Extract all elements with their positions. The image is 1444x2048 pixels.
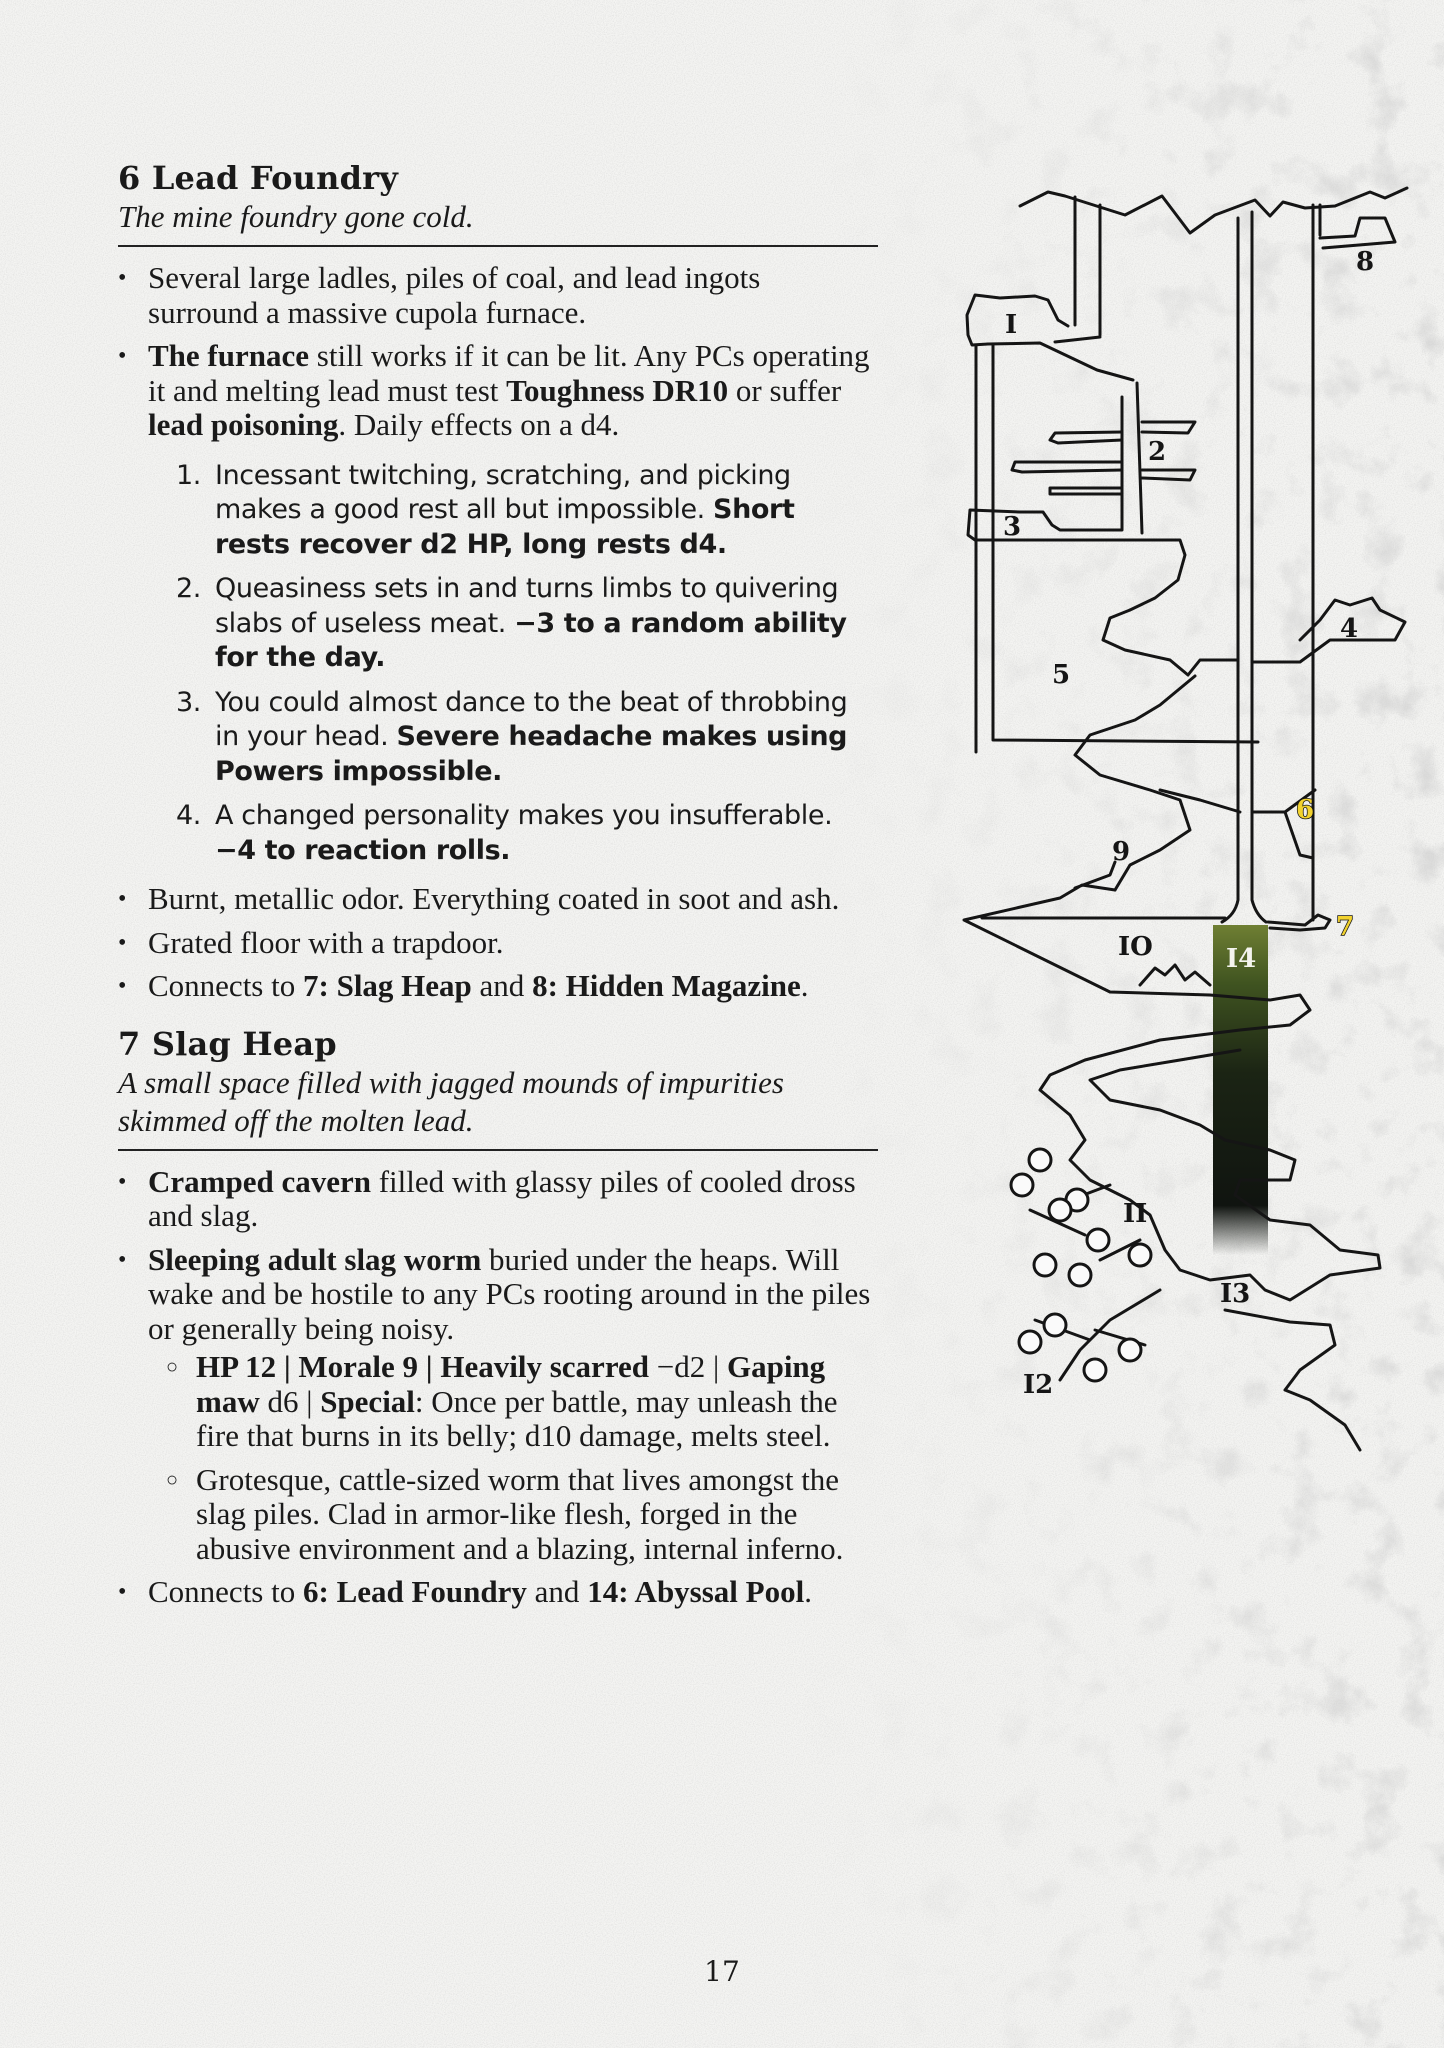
text-run: Burnt, metallic odor. Everything coated in soot and ash. [148, 881, 840, 916]
map-label-11: II [1123, 1199, 1148, 1229]
bold-text: The furnace [148, 338, 310, 373]
map-pod [1029, 1149, 1051, 1171]
map-label-14: I4 [1226, 944, 1257, 974]
map-pod [1087, 1229, 1109, 1251]
room-6-lead-foundry [118, 158, 878, 1004]
room-7-slag-heap [118, 1024, 878, 1610]
map-central-shaft [1222, 212, 1266, 922]
text-run: still works if it can be lit. Any PCs operating it and melting lead must test [148, 338, 870, 408]
d4-effect-mechanic: Severe headache makes using Powers impossible. [215, 721, 848, 787]
bullet-item [118, 339, 878, 443]
d4-roll-number: 3. [176, 686, 201, 718]
room-number: 7 [118, 1024, 141, 1063]
bullet-item [118, 261, 878, 330]
text-run: . [804, 1574, 812, 1609]
section-divider [118, 245, 878, 247]
text-run: . Daily effects on a d4. [338, 407, 620, 442]
text-run: Connects to [148, 968, 303, 1003]
map-label-4: 4 [1340, 614, 1359, 644]
text-run: Connects to [148, 1574, 303, 1609]
room-7-heading [118, 1024, 878, 1064]
sub-bullet-item [166, 1350, 878, 1454]
d4-roll-number: 4. [176, 800, 201, 831]
section-divider [118, 1149, 878, 1151]
map-pod [1129, 1244, 1151, 1266]
room-6-subtitle: The mine foundry gone cold. [118, 199, 474, 234]
text-run: −d2 | [649, 1349, 727, 1384]
map-room-2-branches [1012, 422, 1195, 494]
map-room-9 [964, 862, 1225, 995]
map-pod [1084, 1359, 1106, 1381]
map-label-7-highlighted: 7 [1336, 912, 1355, 942]
bullet-item [118, 1575, 878, 1610]
map-label-13: I3 [1220, 1279, 1251, 1309]
d4-effect-text: Queasiness sets in and turns limbs to quivering slabs of useless meat. [215, 573, 839, 639]
map-pod [1019, 1331, 1041, 1353]
map-label-6-highlighted: 6 [1296, 795, 1315, 825]
map-pod [1034, 1254, 1056, 1276]
text-run: and [471, 968, 533, 1003]
text-run: filled with glassy piles of cooled dross and slag. [148, 1163, 856, 1233]
bold-text: 14: Abyssal Pool [587, 1574, 805, 1609]
d4-roll-number: 1. [176, 459, 201, 491]
text-run: and [526, 1574, 588, 1609]
room-7-subtitle: A small space filled with jagged mounds of impurities skimmed off the molten lead. [118, 1064, 784, 1138]
map-shaft-1 [1075, 197, 1100, 335]
bullet-item [118, 1243, 878, 1567]
room-6-heading [118, 158, 878, 198]
room-6-bullets-continued [118, 882, 878, 1004]
bold-text: Gaping maw [196, 1349, 826, 1419]
d4-table-row [176, 572, 878, 676]
room-title: Slag Heap [151, 1024, 337, 1063]
text-run: or suffer [728, 372, 842, 408]
map-pod [1119, 1339, 1141, 1361]
map-lower-tail [1225, 1310, 1360, 1450]
map-label-8: 8 [1356, 247, 1375, 277]
text-run: . [800, 968, 809, 1003]
bold-text: 6: Lead Foundry [303, 1574, 527, 1609]
room-7-bullets [118, 1165, 878, 1610]
sub-bullet-list [166, 1350, 878, 1566]
map-left-passage [976, 345, 1258, 752]
d4-effect-mechanic: −4 to reaction rolls. [215, 834, 511, 866]
bold-text: 7: Slag Heap [303, 968, 472, 1003]
d4-table-row [176, 459, 878, 563]
map-room-3 [968, 397, 1185, 610]
d4-effect-text: Incessant twitching, scratching, and picking makes a good rest all but impossible. [215, 459, 791, 525]
text-column [118, 158, 878, 1619]
bold-text: Cramped cavern [148, 1163, 371, 1199]
bold-text: lead poisoning [148, 407, 339, 442]
map-label-10: IO [1118, 932, 1153, 962]
d4-effect-mechanic: −3 to a random ability for the day. [215, 607, 847, 673]
map-room-14-abyssal-pool [1213, 925, 1268, 1255]
text-run: d6 | [259, 1383, 321, 1419]
bold-text: 8: Hidden Magazine [532, 968, 801, 1003]
bold-text: Sleeping adult slag worm [148, 1241, 482, 1277]
mine-map [940, 170, 1420, 1480]
text-run: : Once per battle, may unleash the fire that burns in its belly; d10 damage, melts steel. [196, 1383, 838, 1453]
bullet-item [118, 926, 878, 961]
text-run: Grotesque, cattle-sized worm that lives amongst the slag piles. Clad in armor-like flesh, forged in the abusive environment and a blazing, internal inferno. [196, 1461, 844, 1566]
map-label-1: I [1005, 310, 1018, 340]
d4-effect-mechanic: Short rests recover d2 HP, long rests d4. [215, 494, 795, 560]
map-lower-caverns [1040, 995, 1380, 1300]
d4-table-row [176, 686, 878, 790]
room-title: Lead Foundry [151, 159, 398, 197]
d4-effect-text: A changed personality makes you insufferable. [215, 800, 833, 831]
d4-table-row [176, 799, 878, 868]
room-number: 6 [118, 159, 141, 197]
page-number: 17 [704, 1955, 740, 1988]
bullet-item [118, 882, 878, 917]
bold-text: Toughness DR10 [506, 372, 729, 408]
map-label-12: I2 [1023, 1370, 1054, 1400]
bold-text: HP 12 | Morale 9 | Heavily scarred [196, 1349, 650, 1384]
map-pod [1011, 1174, 1033, 1196]
map-label-2: 2 [1148, 437, 1167, 467]
map-room-10 [1140, 965, 1210, 985]
bullet-item [118, 969, 878, 1004]
map-label-9: 9 [1112, 837, 1131, 867]
bullet-item [118, 1165, 878, 1234]
map-pod [1049, 1199, 1071, 1221]
map-room-7 [1268, 915, 1330, 930]
bold-text: Special [320, 1383, 415, 1419]
d4-roll-number: 2. [176, 573, 201, 604]
sub-bullet-item [166, 1463, 878, 1567]
text-run: Several large ladles, piles of coal, and lead ingots surround a massive cupola furnace. [148, 260, 761, 330]
map-pod [1069, 1264, 1091, 1286]
room-6-bullets [118, 261, 878, 443]
text-run: Grated floor with a trapdoor. [148, 924, 504, 960]
d4-effect-text: You could almost dance to the beat of throbbing in your head. [215, 686, 848, 752]
map-room-8 [1320, 218, 1395, 248]
lead-poisoning-d4-table [176, 459, 878, 869]
map-pod [1044, 1314, 1066, 1336]
text-run: buried under the heaps. Will wake and be hostile to any PCs rooting around in the piles or generally being noisy. [148, 1241, 871, 1346]
map-label-5: 5 [1052, 660, 1071, 690]
map-surface-line [1020, 188, 1407, 233]
map-label-3: 3 [1003, 512, 1022, 542]
